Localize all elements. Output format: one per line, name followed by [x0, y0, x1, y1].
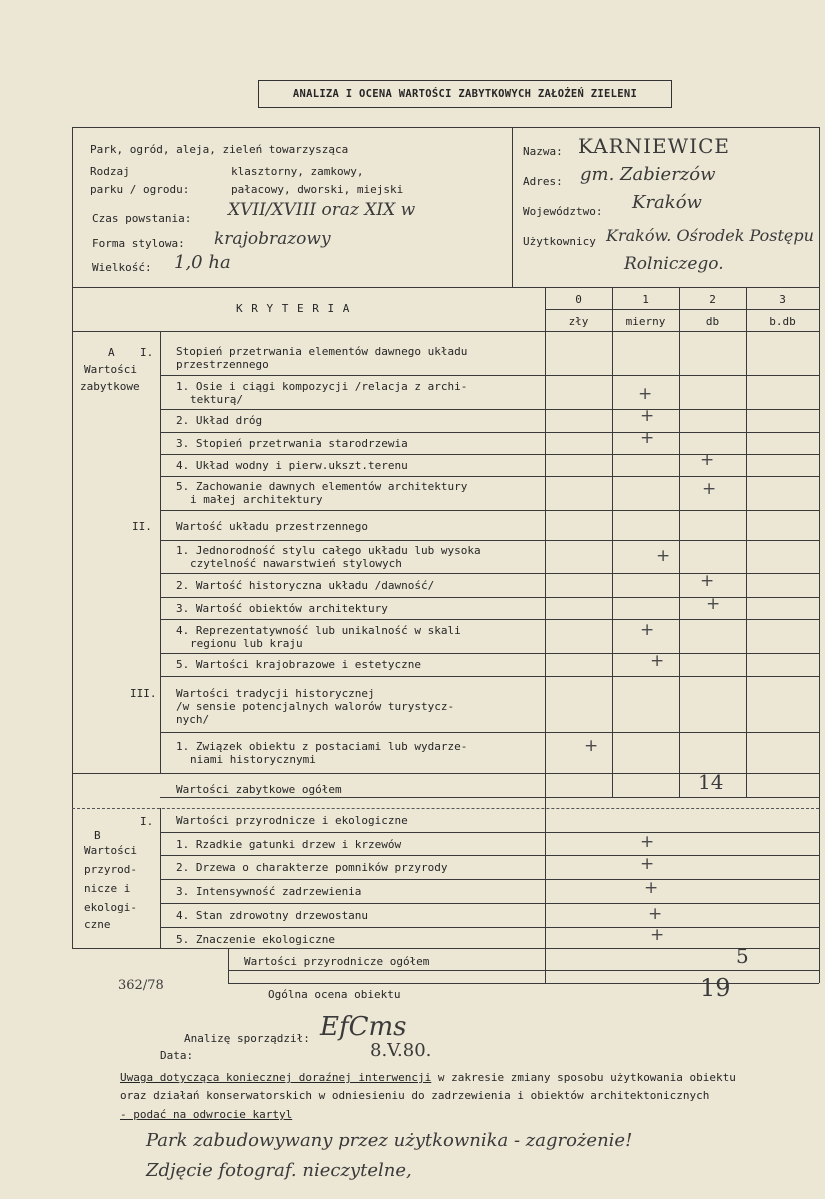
g2-line-4 — [160, 653, 819, 654]
g1-row1-text-2: tekturą/ — [190, 393, 243, 406]
uwaga-line-3: - podać na odwrocie kartyl — [120, 1108, 293, 1121]
section-a-group1-roman: I. — [140, 346, 154, 359]
b-row5-mark: + — [650, 925, 665, 945]
g1-line-2 — [160, 432, 819, 433]
rodzaj-options-2: pałacowy, dworski, miejski — [231, 183, 404, 196]
b-row1-text: 1. Rzadkie gatunki drzew i krzewów — [176, 838, 402, 851]
g2-row1-text-2: czytelność nawarstwień stylowych — [190, 557, 402, 570]
score-0-num: 0 — [575, 293, 582, 306]
wojewodztwo-value: Kraków — [632, 192, 702, 213]
forma-value: krajobrazowy — [214, 229, 331, 249]
section-a-name-1: Wartości — [84, 363, 137, 376]
adres-label: Adres: — [523, 175, 563, 188]
data-label: Data: — [160, 1049, 194, 1062]
score-1-num: 1 — [642, 293, 649, 306]
g3-line-0 — [160, 732, 819, 733]
wielkosc-value: 1,0 ha — [174, 252, 231, 273]
g1-row3-mark: + — [640, 428, 655, 448]
b-line-5 — [72, 948, 819, 949]
g2-row3-mark: + — [706, 594, 721, 614]
park-type-text: Park, ogród, aleja, zieleń towarzysząca — [90, 143, 349, 156]
rodzaj-options-1: klasztorny, zamkowy, — [231, 165, 364, 178]
g2-row1-mark: + — [656, 546, 671, 566]
group2-title: Wartość układu przestrzennego — [176, 520, 369, 533]
b-line-4 — [160, 927, 819, 928]
frame-left-line — [72, 127, 73, 949]
group3-title-2: /w sensie potencjalnych walorów turystycz- — [176, 700, 455, 713]
g1-line-5 — [160, 510, 819, 511]
g1-row4-text-1: 4. Układ wodny i pierw.ukszt.terenu — [176, 459, 408, 472]
g1-row5-text-2: i małej architektury — [190, 493, 323, 506]
uwaga-line-1 — [120, 1072, 736, 1084]
b-row3-text: 3. Intensywność zadrzewienia — [176, 885, 362, 898]
score-1-word: mierny — [625, 315, 666, 328]
g2-line-5 — [160, 676, 819, 677]
uwaga-line-1-rest: w zakresie zmiany sposobu użytkowania obiektu — [431, 1071, 736, 1084]
park-type-line — [90, 144, 348, 156]
overall-label: Ogólna ocena obiektu — [268, 988, 401, 1001]
g1-row2-text-1: 2. Układ dróg — [176, 414, 263, 427]
uzytkownicy-value-1: Kraków. Ośrodek Postępu — [606, 226, 814, 245]
score-2-num: 2 — [709, 293, 716, 306]
group3-title-1: Wartości tradycji historycznej — [176, 687, 375, 700]
g2-row1-text-1: 1. Jednorodność stylu całego układu lub wysoka — [176, 544, 481, 557]
section-b-letter: B — [94, 829, 101, 842]
section-divider-dashed — [72, 808, 819, 809]
reference-number: 362/78 — [118, 978, 164, 993]
g2-line-0 — [160, 540, 819, 541]
b-row4-text: 4. Stan zdrowotny drzewostanu — [176, 909, 369, 922]
g1-line-3 — [160, 454, 819, 455]
score-col-line-1 — [612, 287, 613, 797]
wielkosc-label: Wielkość: — [92, 261, 152, 274]
g1-line-4 — [160, 476, 819, 477]
g1-row3-text-1: 3. Stopień przetrwania starodrzewia — [176, 437, 408, 450]
section-a-total-line — [160, 797, 819, 798]
section-a-group2-roman: II. — [132, 520, 152, 533]
b-line-3 — [160, 903, 819, 904]
b-row2-text: 2. Drzewa o charakterze pomników przyrody — [176, 861, 448, 874]
analiza-label: Analizę sporządził: — [184, 1032, 310, 1045]
score-col-line-3 — [746, 287, 747, 797]
g1-row5-text-1: 5. Zachowanie dawnych elementów architektury — [176, 480, 468, 493]
adres-value: gm. Zabierzów — [580, 164, 716, 185]
section-a-total-label: Wartości zabytkowe ogółem — [176, 783, 342, 796]
overall-bottom-line — [228, 983, 819, 984]
g1-line-1 — [160, 409, 819, 410]
nazwa-label: Nazwa: — [523, 145, 563, 158]
g3-row1-text-1: 1. Związek obiektu z postaciami lub wydarze- — [176, 740, 468, 753]
nazwa-value: KARNIEWICE — [578, 134, 730, 158]
score-3-word: b.db — [769, 315, 796, 328]
criteria-header-bottom-line — [72, 331, 819, 332]
section-b-roman: I. — [140, 815, 154, 828]
b-line-1 — [160, 855, 819, 856]
handwritten-note-1: Park zabudowywany przez użytkownika - zagrożenie! — [146, 1130, 633, 1151]
group1-title-1: Stopień przetrwania elementów dawnego układu — [176, 345, 468, 358]
g2-row4-mark: + — [640, 620, 655, 640]
g1-row5-mark: + — [702, 479, 717, 499]
g1-row4-mark: + — [700, 450, 715, 470]
g2-row4-text-2: regionu lub kraju — [190, 637, 303, 650]
section-b-total-line — [228, 970, 819, 971]
section-a-total-value: 14 — [698, 770, 724, 794]
signature: EfCms — [320, 1012, 407, 1042]
wojewodztwo-label: Województwo: — [523, 205, 603, 218]
b-line-0 — [160, 832, 819, 833]
section-b-name-3: nicze i — [84, 882, 131, 895]
g1-row2-mark: + — [640, 406, 655, 426]
uwaga-line-2: oraz działań konserwatorskich w odniesieniu do zadrzewienia i obiektów architektonicznych — [120, 1089, 710, 1102]
document-title: ANALIZA I OCENA WARTOŚCI ZABYTKOWYCH ZAŁOŻEŃ ZIELENI — [258, 80, 672, 108]
rodzaj-label-2: parku / ogrodu: — [90, 183, 190, 196]
score-3-num: 3 — [779, 293, 786, 306]
handwritten-note-2: Zdjęcie fotograf. nieczytelne, — [146, 1160, 412, 1181]
g2-line-3 — [160, 619, 819, 620]
frame-top-line — [72, 127, 819, 128]
section-a-letter: A — [108, 346, 115, 359]
score-2-word: db — [705, 315, 720, 328]
b-row3-mark: + — [644, 878, 659, 898]
section-b-name-4: ekologi- — [84, 901, 137, 914]
b-line-2 — [160, 879, 819, 880]
section-b-name-2: przyrod- — [84, 863, 137, 876]
czas-value: XVII/XVIII oraz XIX w — [228, 200, 416, 220]
czas-label: Czas powstania: — [92, 212, 192, 225]
section-a-group3-roman: III. — [130, 687, 157, 700]
score-header-mid-line — [545, 309, 819, 310]
g3-row1-text-2: niami historycznymi — [190, 753, 316, 766]
g2-row3-text-1: 3. Wartość obiektów architektury — [176, 602, 388, 615]
b-row1-mark: + — [640, 832, 655, 852]
score-col-line-2 — [679, 287, 680, 797]
g2-row4-text-1: 4. Reprezentatywność lub unikalność w skali — [176, 624, 461, 637]
g1-row1-mark: + — [638, 384, 653, 404]
kryteria-header: K R Y T E R I A — [236, 302, 351, 315]
section-b-total-value: 5 — [736, 944, 749, 968]
date-value: 8.V.80. — [370, 1040, 432, 1061]
rodzaj-label-1: Rodzaj — [90, 165, 130, 178]
g1-row1-text-1: 1. Osie i ciągi kompozycji /relacja z archi- — [176, 380, 468, 393]
score-0-word: zły — [568, 315, 589, 328]
overall-value: 19 — [700, 974, 731, 1002]
g2-row2-text-1: 2. Wartość historyczna układu /dawność/ — [176, 579, 435, 592]
g3-row1-mark: + — [584, 736, 599, 756]
forma-label: Forma stylowa: — [92, 237, 185, 250]
g1-line-0 — [160, 375, 819, 376]
uwaga-line-1-underlined: Uwaga dotycząca koniecznej doraźnej interwencji — [120, 1071, 432, 1084]
section-b-name-1: Wartości — [84, 844, 137, 857]
uzytkownicy-label: Użytkownicy — [523, 235, 596, 248]
section-b-title: Wartości przyrodnicze i ekologiczne — [176, 814, 408, 827]
b-row2-mark: + — [640, 854, 655, 874]
g2-row5-mark: + — [650, 651, 665, 671]
b-row5-text: 5. Znaczenie ekologiczne — [176, 933, 335, 946]
section-b-total-label: Wartości przyrodnicze ogółem — [244, 955, 430, 968]
uzytkownicy-value-2: Rolniczego. — [624, 254, 724, 274]
g2-row2-mark: + — [700, 571, 715, 591]
section-a-name-2: zabytkowe — [80, 380, 140, 393]
overall-left-line — [228, 948, 229, 983]
section-a-inner-line — [160, 331, 161, 773]
header-divider-line — [512, 127, 513, 287]
group1-title-2: przestrzennego — [176, 358, 269, 371]
frame-right-line — [819, 127, 820, 983]
g2-row5-text-1: 5. Wartości krajobrazowe i estetyczne — [176, 658, 422, 671]
section-b-name-5: czne — [84, 918, 111, 931]
g2-line-1 — [160, 573, 819, 574]
b-row4-mark: + — [648, 904, 663, 924]
header-bottom-line — [72, 287, 819, 288]
group3-title-3: nych/ — [176, 713, 210, 726]
